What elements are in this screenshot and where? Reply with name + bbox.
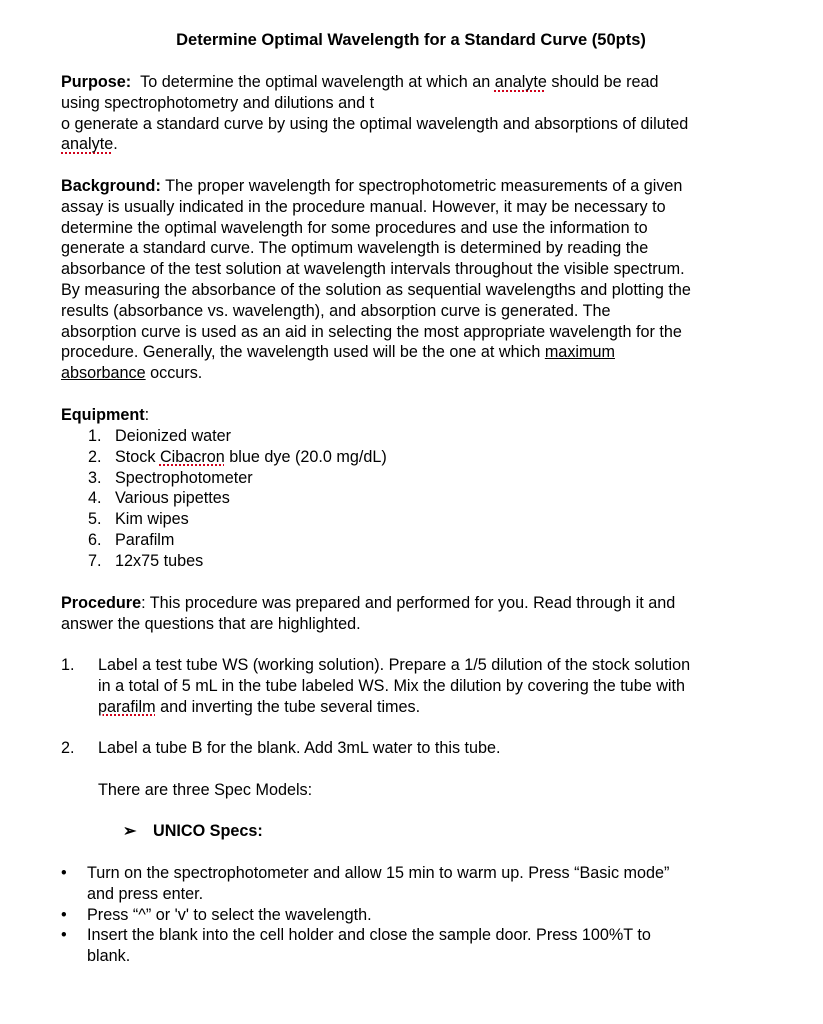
purpose-section [61, 72, 761, 155]
background-line-2: assay is usually indicated in the procedure manual. However, it may be necessary to [61, 197, 666, 216]
background-line-6: By measuring the absorbance of the solution as sequential wavelengths and plotting the [61, 280, 691, 299]
purpose-label: Purpose: [61, 73, 132, 91]
list-item: 4. Various pipettes [88, 489, 230, 508]
bullet-dot-icon: • [61, 905, 67, 924]
list-item: 3. Spectrophotometer [88, 468, 253, 487]
purpose-line-2: using spectrophotometry and dilutions and t [61, 93, 375, 112]
spec-models-text: There are three Spec Models: [98, 781, 313, 799]
spellcheck-word: Cibacron [159, 447, 225, 466]
background-line-7: results (absorbance vs. wavelength), and absorption curve is generated. The [61, 301, 611, 320]
background-line-3: determine the optimal wavelength for some procedures and use the information to [61, 218, 648, 237]
unico-bullet-list [61, 863, 761, 967]
background-label: Background: [61, 177, 161, 195]
procedure-section: Procedure: This procedure was prepared and performed for you. Read through it and answer the questions that are highlighted. [61, 594, 676, 633]
background-line-5: absorbance of the test solution at wavelength intervals throughout the visible spectrum. [61, 260, 685, 279]
procedure-label: Procedure [61, 594, 142, 612]
background-line-4: generate a standard curve. The optimum wavelength is determined by reading the [61, 239, 649, 258]
background-line-1: Background: The proper wavelength for spectrophotometric measurements of a given [61, 177, 683, 195]
bullet-dot-icon: • [61, 864, 67, 882]
background-line-8: absorption curve is used as an aid in selecting the most appropriate wavelength for the [61, 322, 682, 341]
spellcheck-word: analyte [61, 135, 114, 154]
list-item: 1. Deionized water [88, 427, 232, 445]
equipment-heading: Equipment: [61, 406, 150, 424]
background-line-10: absorbance occurs. [61, 364, 203, 383]
procedure-step: 1. Label a test tube WS (working solution). Prepare a 1/5 dilution of the stock solution in a total of 5 mL in the tube labeled WS. Mix the dilution by covering the tube with parafilm and inverting the tube several times. [61, 656, 691, 716]
purpose-line-3: o generate a standard curve by using the optimal wavelength and absorptions of diluted [61, 114, 689, 133]
list-item: • Insert the blank into the cell holder and close the sample door. Press 100%T to blank. [61, 926, 651, 966]
list-item: 2. Stock Cibacron blue dye (20.0 mg/dL) [88, 447, 387, 466]
list-item: 6. Parafilm [88, 530, 175, 549]
procedure-step: 2. Label a tube B for the blank. Add 3mL water to this tube. [61, 739, 501, 757]
purpose-line-1: Purpose: To determine the optimal wavelength at which an analyte should be read [61, 73, 659, 91]
arrowhead-bullet-icon: ➢ [123, 822, 137, 840]
spellcheck-word: parafilm [98, 697, 156, 716]
purpose-line-4: analyte. [61, 135, 118, 154]
background-section [61, 176, 761, 384]
list-item: 7. 12x75 tubes [88, 551, 204, 570]
background-line-9: procedure. Generally, the wavelength used will be the one at which maximum [61, 343, 615, 362]
equipment-list [88, 426, 387, 572]
spellcheck-word: analyte [494, 73, 547, 91]
document-title: Determine Optimal Wavelength for a Standard Curve (50pts) [176, 31, 646, 49]
list-item: 5. Kim wipes [88, 510, 189, 529]
list-item: • Press “^” or 'v' to select the wavelength. [61, 905, 372, 924]
bullet-dot-icon: • [61, 926, 67, 945]
list-item: • Turn on the spectrophotometer and allow 15 min to warm up. Press “Basic mode” and press enter. [61, 864, 670, 903]
unico-heading: ➢ UNICO Specs: [123, 822, 263, 840]
